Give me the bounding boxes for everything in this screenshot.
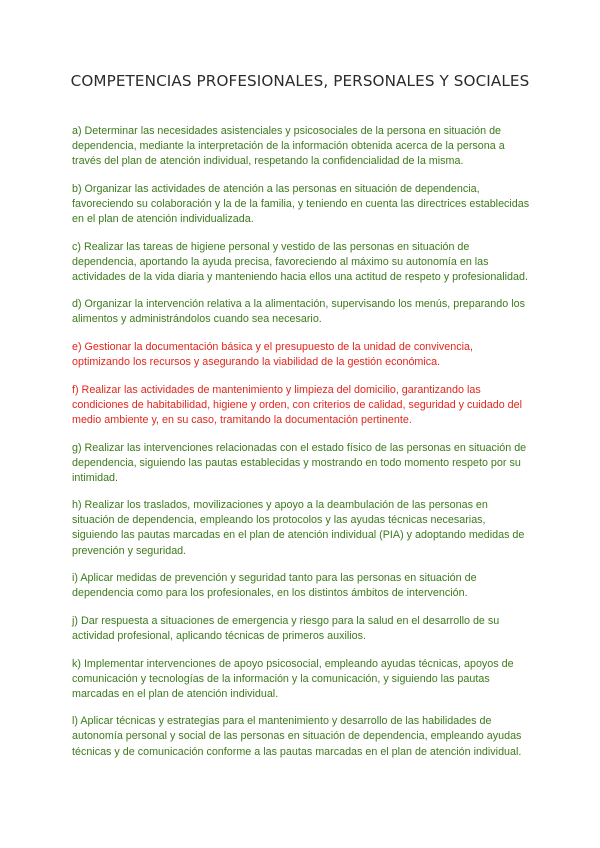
competency-item-d: d) Organizar la intervención relativa a la alimentación, supervisando los menús, preparando los alimentos y administrándolos cuando sea necesario. — [72, 298, 525, 326]
competency-item-l: l) Aplicar técnicas y estrategias para el mantenimiento y desarrollo de las habilidades de autonomía personal y social de las personas en situación de dependencia, empleando ayudas técnicas y de comunicación conforme a las pautas marcadas en el plan de atención individual. — [72, 715, 522, 758]
competency-item-f: f) Realizar las actividades de mantenimiento y limpieza del domicilio, garantizando las condiciones de habitabilidad, higiene y orden, con criterios de calidad, seguridad y cuidado del medio ambiente y, en su caso, tramitando la documentación pertinente. — [72, 383, 523, 426]
competency-item-c: c) Realizar las tareas de higiene personal y vestido de las personas en situación de dependencia, aportando la ayuda precisa, favoreciendo al máximo su autonomía en las actividades de la vida diaria y manteniendo hacia ellos una actitud de respeto y profesionalidad. — [72, 240, 528, 283]
competency-item-e: e) Gestionar la documentación básica y el presupuesto de la unidad de convivencia, optimizando los recursos y asegurando la viabilidad de la gestión económica. — [72, 341, 473, 369]
competency-item-j: j) Dar respuesta a situaciones de emergencia y riesgo para la salud en el desarrollo de su actividad profesional, aplicando técnicas de primeros auxilios. — [72, 614, 500, 642]
competency-item-k: k) Implementar intervenciones de apoyo psicosocial, empleando ayudas técnicas, apoyos de comunicación y tecnologías de la información y la comunicación, y siguiendo las pautas marcadas en el plan de atención individual. — [72, 657, 514, 700]
competency-item-b: b) Organizar las actividades de atención a las personas en situación de dependencia, favoreciendo su colaboración y la de la familia, y teniendo en cuenta las directrices establecidas en el plan de atención individualizada. — [72, 182, 530, 225]
competency-item-h: h) Realizar los traslados, movilizaciones y apoyo a la deambulación de las personas en situación de dependencia, empleando los protocolos y las ayudas técnicas necesarias, siguiendo las pautas marcadas en el plan de atención individual (PIA) y adoptando medidas de prevención y seguridad. — [72, 499, 525, 557]
competency-item-a: a) Determinar las necesidades asistenciales y psicosociales de la persona en situación de dependencia, mediante la interpretación de la información obtenida acerca de la persona a través del plan de atención individual, respetando la confidencialidad de la misma. — [72, 125, 505, 168]
page-title: COMPETENCIAS PROFESIONALES, PERSONALES Y SOCIALES — [70, 72, 530, 90]
competency-item-i: i) Aplicar medidas de prevención y seguridad tanto para las personas en situación de dependencia como para los profesionales, en los distintos ámbitos de intervención. — [72, 572, 477, 600]
competencies-list — [72, 124, 530, 772]
competency-item-g: g) Realizar las intervenciones relacionadas con el estado físico de las personas en situación de dependencia, siguiendo las pautas establecidas y mostrando en todo momento respeto por su intimidad. — [72, 441, 527, 484]
